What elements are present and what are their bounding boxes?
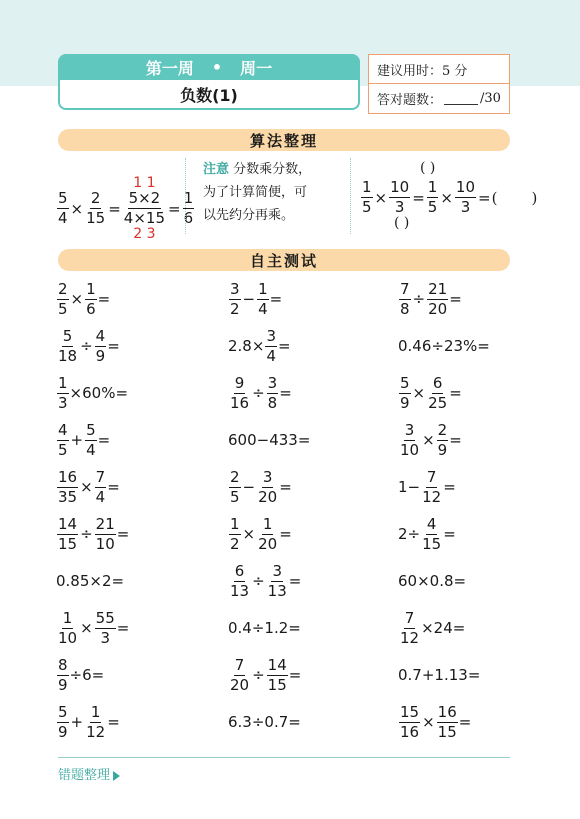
fraction: $\frac{16}{15}$ [437,702,457,741]
fraction: $\frac{7}{8}$ [400,279,410,318]
problem-4-2: 600−433= [228,431,311,449]
problem-3-3: $\frac{5}{9}$ × $\frac{6}{25}$ = [400,373,462,412]
problem-10-2: 6.3÷0.7= [228,713,301,731]
fraction: $\frac{21}{20}$ [428,279,448,318]
fraction: $\frac{5}{9}$ [400,373,410,412]
footer-wrong-answers[interactable]: 错题整理 [58,764,120,783]
problem-1-2: 3 2 − $\frac{1}{4}$ = [230,279,283,318]
fraction: $\frac{1}{6}$ [86,279,96,318]
section-practice-title: 自主测试 [58,249,510,271]
problem-9-3: 0.7+1.13= [398,666,481,684]
fraction: $\frac{16}{35}$ [58,467,78,506]
problem-8-2: 0.4÷1.2= [228,619,301,637]
fraction: 5 9 [58,702,68,741]
cancel-work: 1 1 5×2 4×15 2 3 [123,175,165,242]
fraction: $\frac{4}{9}$ [95,326,106,365]
problem-4-1: 4 5 + $\frac{5}{4}$ = [58,420,111,459]
problem-4-3: $\frac{3}{10}$ × $\frac{2}{9}$ = [400,420,462,459]
score-row [369,83,509,112]
note-tag: 注意 [203,162,230,177]
cancel-bottom: 2 3 [133,226,156,242]
fraction: $\frac{1}{20}$ [258,514,278,553]
fraction-result: $\frac{1}{6}$ [183,189,194,227]
note-box: 注意 分数乘分数， 为了计算简便，可 以先约分再乘。 [203,162,312,223]
hint-answer-paren[interactable]: ( ) [491,188,538,207]
fraction: $\frac{7}{12}$ [422,467,442,506]
fraction: $\frac{2}{15}$ [86,189,106,227]
problem-9-2: $\frac{7}{20}$ ÷ $\frac{14}{15}$ = [230,655,302,694]
problem-9-1: $\frac{8}{9}$ ÷6= [58,655,105,694]
problem-3-2: $\frac{9}{16}$ ÷ $\frac{3}{8}$ = [230,373,292,412]
fraction: $\frac{21}{10}$ [95,514,115,553]
worked-example: $\frac{5}{4}$ × $\frac{2}{15}$ = 1 1 5×2 4×15 2 3 = $\frac{1}{6}$ [58,175,194,242]
week-day-banner [58,54,360,80]
problem-1-3: $\frac{7}{8}$ ÷ $\frac{21}{20}$ = [400,279,462,318]
fraction: $\frac{4}{15}$ [422,514,442,553]
score-label: 答对题数： [377,92,443,108]
fraction: $\frac{1}{4}$ [258,279,268,318]
fraction: 3 2 [230,279,240,318]
arrow-right-icon [113,771,120,781]
fraction: $\frac{3}{13}$ [267,561,287,600]
fraction: $\frac{1}{10}$ [58,608,78,647]
fraction: $\frac{3}{20}$ [258,467,278,506]
fraction: $\frac{2}{9}$ [437,420,448,459]
cancel-top: 1 1 [133,175,156,191]
problem-8-3: $\frac{7}{12}$ ×24= [400,608,466,647]
hint-paren-bottom[interactable]: ( ) [394,215,410,231]
week-label: 第一周 [145,58,194,78]
problem-6-1: $\frac{14}{15}$ ÷ $\frac{21}{10}$ = [58,514,130,553]
problem-2-3: 0.46÷23%= [398,337,490,355]
footer-divider [58,757,510,758]
problem-5-1: $\frac{16}{35}$ × $\frac{7}{4}$ = [58,467,120,506]
fraction: $\frac{5}{4}$ [58,189,68,227]
problem-5-3: 1− $\frac{7}{12}$ = [398,467,456,506]
problem-7-2: $\frac{6}{13}$ ÷ $\frac{3}{13}$ = [230,561,302,600]
problem-3-1: $\frac{1}{3}$ ×60%= [58,373,129,412]
fraction: $\frac{3}{8}$ [267,373,278,412]
fraction: $\frac{1}{12}$ [86,702,106,741]
fraction: $\frac{6}{25}$ [428,373,448,412]
score-total: /30 [480,90,501,106]
problem-6-2: $\frac{1}{2}$ × $\frac{1}{20}$ = [230,514,292,553]
fraction: $\frac{6}{13}$ [230,561,250,600]
fraction: $\frac{1}{3}$ [58,373,68,412]
fraction: $\frac{7}{4}$ [95,467,106,506]
problem-5-2: 2 5 − $\frac{3}{20}$ = [230,467,292,506]
problem-10-1: 5 9 + $\frac{1}{12}$ = [58,702,120,741]
hint-paren-top[interactable]: ( ) [420,160,436,176]
fraction: $\frac{8}{9}$ [58,655,68,694]
fraction: $\frac{5}{18}$ [58,326,78,365]
fraction: $\frac{7}{20}$ [230,655,250,694]
fraction: $\frac{14}{15}$ [58,514,78,553]
fraction: 4 5 [58,420,68,459]
fraction: $\frac{7}{12}$ [400,608,420,647]
fraction: $\frac{14}{15}$ [267,655,287,694]
problem-1-1: $\frac{2}{5}$ × $\frac{1}{6}$ = [58,279,111,318]
separator-dot: • [211,57,223,77]
score-blank[interactable] [444,92,478,105]
problem-10-3: $\frac{15}{16}$ × $\frac{16}{15}$ = [400,702,472,741]
fraction: $\frac{9}{16}$ [230,373,250,412]
suggested-time: 建议用时：5 分 [377,63,468,79]
info-box [368,54,510,114]
fraction: $\frac{55}{3}$ [95,608,115,647]
fraction: $\frac{2}{5}$ [58,279,68,318]
divider-1 [185,158,186,234]
day-label: 周一 [240,58,273,78]
lesson-header [58,54,360,110]
fraction: $\frac{3}{10}$ [400,420,420,459]
problem-8-1: $\frac{1}{10}$ × $\frac{55}{3}$ = [58,608,130,647]
fraction: $\frac{15}{16}$ [400,702,420,741]
problem-7-3: 60×0.8= [398,572,467,590]
hint-exercise: $\frac{1}{5}$ × $\frac{10}{3}$ = $\frac{1}{5}$ × $\frac{10}{3}$ = ( ) [362,178,538,216]
fraction: 2 5 [230,467,240,506]
problem-7-1: 0.85×2= [56,572,125,590]
divider-2 [350,158,351,234]
topic-title: 负数(1) [58,80,360,110]
fraction: $\frac{3}{4}$ [266,326,276,365]
section-method-title: 算法整理 [58,129,510,151]
problem-6-3: 2÷ $\frac{4}{15}$ = [398,514,456,553]
problem-2-1: $\frac{5}{18}$ ÷ $\frac{4}{9}$ = [58,326,120,365]
fraction: $\frac{1}{2}$ [230,514,240,553]
problem-2-2: 2.8× $\frac{3}{4}$ = [228,326,291,365]
fraction: $\frac{5}{4}$ [86,420,96,459]
